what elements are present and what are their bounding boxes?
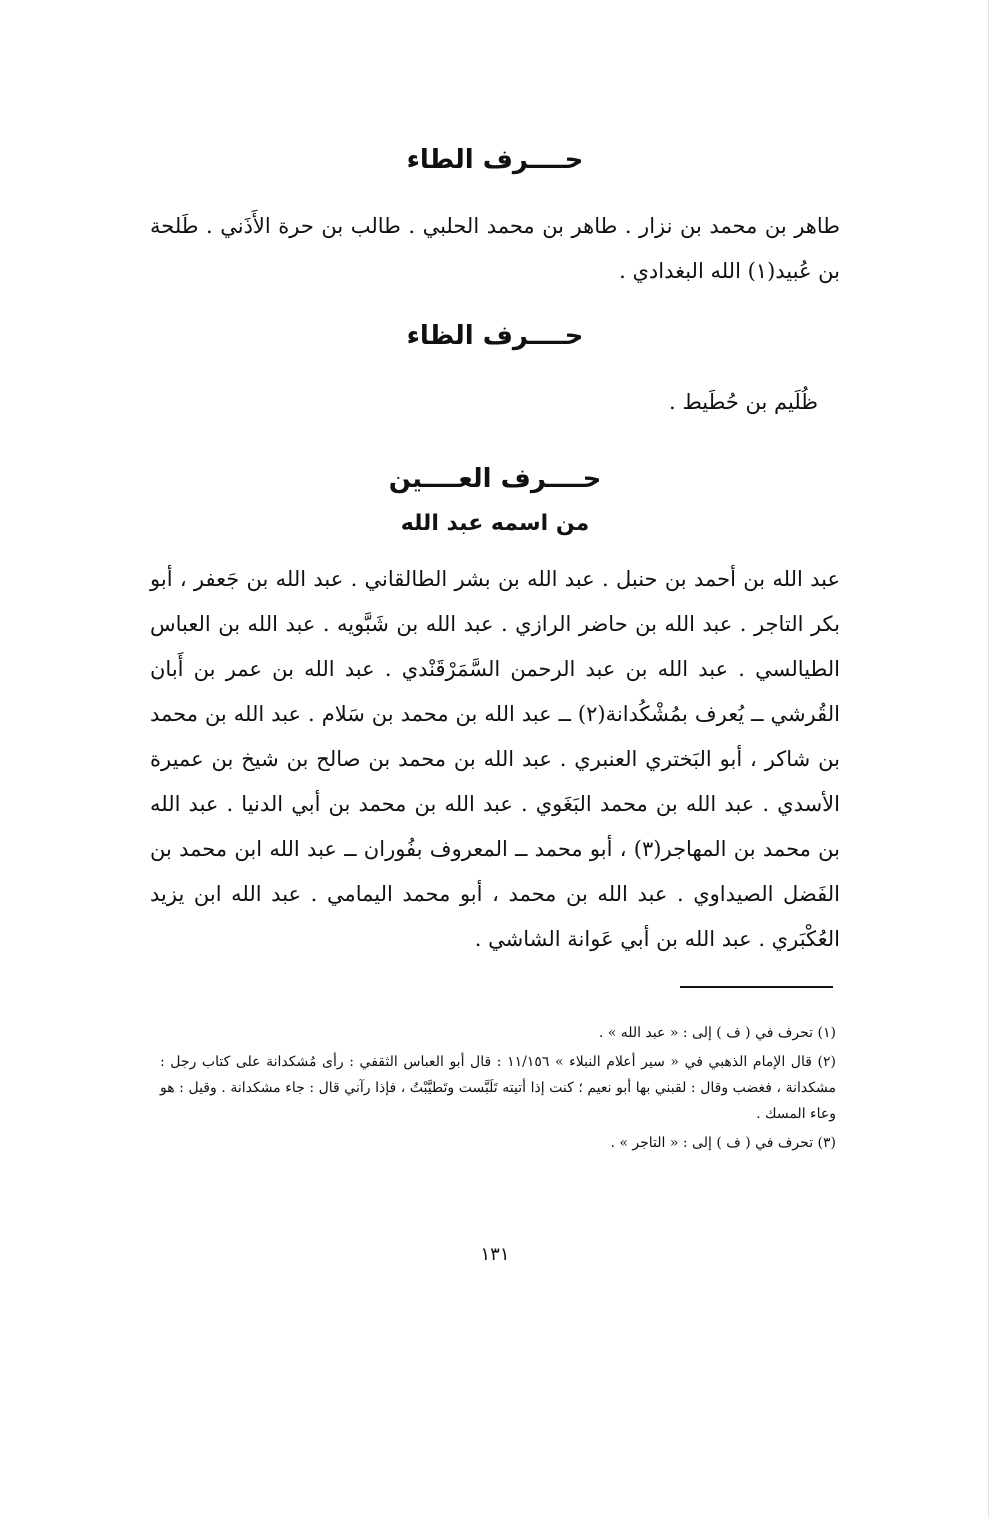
page-number: ١٣١ <box>480 1244 510 1265</box>
page-edge-line <box>988 0 989 1517</box>
footnote-3: (٣) تحرف في ( ف ) إلى : « التاجر » . <box>610 1135 836 1151</box>
heading-taa: حــــرف الطاء <box>406 145 584 175</box>
paragraph-ain: عبد الله بن أحمد بن حنبل . عبد الله بن بشر الطالقاني . عبد الله بن جَعفر ، أبو بكر التاجر . عبد الله بن حاضر الرازي . عبد الله بن شَبَّويه . عبد الله بن العباس الطيالسي . عبد الله بن عبد الرحمن السَّمَرْقَنْدي . عبد الله بن عمر بن أَبان القُرشي ــ يُعرف بمُشْكُدانة(٢) ــ عبد الله بن محمد بن سَلام . عبد الله بن محمد بن شاكر ، أبو البَختري العنبري . عبد الله بن محمد بن صالح بن شيخ بن عميرة الأسدي . عبد الله بن محمد البَغَوي . عبد الله بن محمد بن أبي الدنيا . عبد الله بن محمد بن المهاجر(٣) ، أبو محمد ــ المعروف بفُوران ــ عبد الله ابن محمد بن الفَضل الصيداوي . عبد الله بن محمد ، أبو محمد اليمامي . عبد الله ابن يزيد العُكْبَري . عبد الله بن أبي عَوانة الشاشي . <box>150 567 840 951</box>
heading-zaa: حــــرف الظاء <box>406 321 584 351</box>
heading-ain: حــــرف العــــين <box>388 464 602 494</box>
footnote-separator <box>680 986 833 988</box>
main-text-block <box>150 130 840 962</box>
paragraph-taa: طاهر بن محمد بن نزار . طاهر بن محمد الحلبي . طالب بن حرة الأَذَني . طَلحة بن عُبيد(١) الله البغدادي . <box>150 214 840 283</box>
footnote-1: (١) تحرف في ( ف ) إلى : « عبد الله » . <box>598 1025 836 1041</box>
footnote-2: (٢) قال الإمام الذهبي في « سير أعلام النبلاء » ١١/١٥٦ : قال أبو العباس الثقفي : رأى مُشكدانة على كتاب رجل : مشكدانة ، فغضب وقال : لقبني بها أبو نعيم ؛ كنت إذا أتيته تَلَبَّست وتَطيَّبْتُ ، فإذا رآني قال : جاء مشكدانة . وقيل : هو وعاء المسك . <box>160 1054 836 1122</box>
subheading-abdullah: من اسمه عبد الله <box>400 511 590 536</box>
paragraph-zaa: ظُلَيم بن حُطَيط . <box>669 390 818 414</box>
footnotes <box>160 1020 836 1159</box>
